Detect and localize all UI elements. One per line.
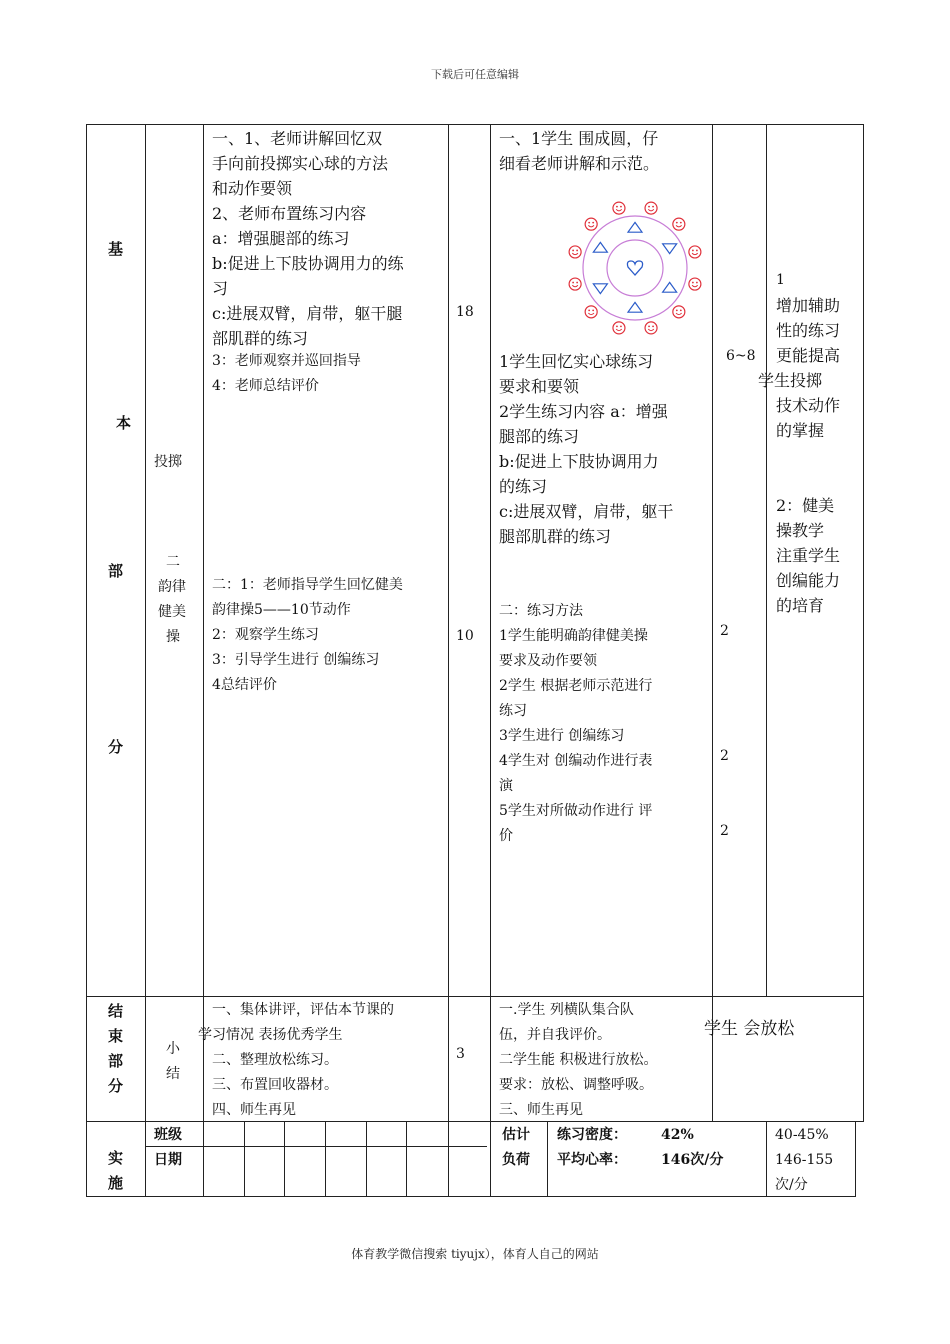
note-line: 2：健美 [776, 496, 835, 515]
inner-circle [607, 240, 663, 296]
note-line: 学生投掷 [758, 371, 823, 390]
teacher-line: 二：1：老师指导学生回忆健美 [212, 577, 403, 593]
student-face-icon [585, 218, 597, 230]
teacher-line: 2、老师布置练习内容 [212, 204, 367, 223]
section-main-char-3: 部 [108, 562, 124, 580]
note-line: 操教学 [776, 521, 825, 540]
triangle-marker-icon [593, 284, 607, 294]
teacher-line: 4总结评价 [212, 677, 277, 693]
teacher-line: a：增强腿部的练习 [212, 229, 350, 248]
density-label: 练习密度： [557, 1127, 627, 1143]
student-face-icon [645, 202, 657, 214]
teacher-line: c:进展双臂，肩带，躯干腿 [212, 304, 403, 323]
triangle-marker-icon [663, 282, 677, 292]
end-note: 学生 会放松 [704, 1019, 795, 1039]
time-c: 3 [456, 1046, 465, 1062]
page-footer: 体育教学微信搜索 tiyujx），体育人自己的网站 [351, 1247, 599, 1261]
teacher-line: b:促进上下肢协调用力的练 [212, 254, 404, 273]
student-end-line: 二学生能 积极进行放松。 [499, 1052, 658, 1068]
student-line: 价 [499, 828, 513, 844]
section-end-char-3: 部 [108, 1052, 124, 1070]
student-end-line: 一.学生 列横队集合队 [499, 1002, 634, 1018]
student-line: 4学生对 创编动作进行表 [499, 753, 653, 769]
reps-b1: 2 [720, 623, 729, 639]
triangle-marker-icon [628, 222, 642, 232]
teacher-line: 3：引导学生进行 创编练习 [212, 652, 380, 668]
target-heart-rate-2: 次/分 [775, 1177, 808, 1193]
student-line: 1学生回忆实心球练习 [499, 352, 654, 371]
student-line: 要求及动作要领 [499, 653, 597, 669]
page-header: 下载后可任意编辑 [431, 68, 519, 81]
teacher-line: 2：观察学生练习 [212, 627, 319, 643]
teacher-end-line: 四、师生再见 [212, 1102, 296, 1118]
time-a: 18 [456, 304, 474, 320]
triangle-marker-icon [593, 242, 607, 252]
student-line: 练习 [499, 703, 527, 719]
section-impl-char-1: 实 [108, 1149, 124, 1167]
section-end-char-2: 束 [108, 1027, 124, 1045]
content-gym-2: 韵律 [158, 579, 186, 595]
student-line: 2学生 根据老师示范进行 [499, 678, 653, 694]
teacher-line: 一、1、老师讲解回忆双 [212, 129, 383, 148]
student-line: 腿部肌群的练习 [499, 527, 612, 546]
load-label-1: 估计 [502, 1127, 530, 1143]
section-main-char-4: 分 [108, 738, 124, 756]
student-line: 一、1学生 围成圆，仔 [499, 129, 659, 148]
heart-icon [627, 261, 642, 275]
formation-diagram [560, 200, 710, 340]
content-gym-3: 健美 [158, 604, 186, 620]
teacher-end-line: 三、布置回收器材。 [212, 1077, 338, 1093]
student-line: 3学生进行 创编练习 [499, 728, 625, 744]
student-face-icon [689, 246, 701, 258]
note-line: 的掌握 [776, 421, 825, 440]
teacher-line: 韵律操5——10节动作 [212, 602, 351, 618]
date-label: 日期 [154, 1152, 182, 1168]
load-label-2: 负荷 [502, 1152, 530, 1168]
content-gym-4: 操 [166, 629, 180, 645]
student-line: c:进展双臂，肩带，躯干 [499, 502, 674, 521]
content-summary-2: 结 [166, 1066, 180, 1082]
section-end-char-1: 结 [108, 1002, 124, 1020]
note-line: 的培育 [776, 596, 825, 615]
section-main-char-1: 基 [108, 240, 124, 258]
teacher-line: 习 [212, 279, 229, 298]
teacher-line: 3：老师观察并巡回指导 [212, 353, 361, 369]
note-line: 注重学生 [776, 546, 841, 565]
teacher-line: 部肌群的练习 [212, 329, 309, 348]
time-b: 10 [456, 628, 474, 644]
student-face-icon [673, 218, 685, 230]
teacher-end-line: 学习情况 表扬优秀学生 [198, 1027, 343, 1043]
student-face-icon [569, 246, 581, 258]
note-line: 技术动作 [776, 396, 841, 415]
teacher-line: 4：老师总结评价 [212, 378, 319, 394]
heart-rate-value: 146次/分 [661, 1152, 724, 1168]
teacher-line: 手向前投掷实心球的方法 [212, 154, 389, 173]
section-impl-char-2: 施 [108, 1174, 124, 1192]
content-summary-1: 小 [166, 1041, 180, 1057]
note-line: 增加辅助 [776, 296, 841, 315]
student-line: 二：练习方法 [499, 603, 583, 619]
note-line: 更能提高 [776, 346, 841, 365]
student-face-icon [585, 306, 597, 318]
heart-rate-label: 平均心率： [557, 1152, 627, 1168]
class-label: 班级 [154, 1127, 182, 1143]
student-end-line: 要求：放松、调整呼吸。 [499, 1077, 653, 1093]
teacher-end-line: 一、集体讲评，评估本节课的 [212, 1002, 394, 1018]
reps-a: 6~8 [726, 348, 756, 364]
section-end-char-4: 分 [108, 1077, 124, 1095]
student-line: 1学生能明确韵律健美操 [499, 628, 648, 644]
note-line: 性的练习 [776, 321, 841, 340]
student-face-icon [569, 278, 581, 290]
teacher-end-line: 二、整理放松练习。 [212, 1052, 338, 1068]
student-line: 演 [499, 778, 513, 794]
student-line: 的练习 [499, 477, 548, 496]
student-line: 2学生练习内容 a：增强 [499, 402, 668, 421]
teacher-line: 和动作要领 [212, 179, 293, 198]
triangle-marker-icon [663, 244, 677, 254]
density-value: 42% [661, 1127, 694, 1143]
student-face-icon [613, 202, 625, 214]
student-line: 要求和要领 [499, 377, 580, 396]
target-heart-rate-1: 146-155 [775, 1152, 834, 1168]
student-end-line: 三、师生再见 [499, 1102, 583, 1118]
reps-b2: 2 [720, 748, 729, 764]
student-line: b:促进上下肢协调用力 [499, 452, 659, 471]
reps-b3: 2 [720, 823, 729, 839]
student-face-icon [645, 322, 657, 334]
section-main-char-2: 本 [116, 414, 132, 432]
content-gym-1: 二 [166, 554, 180, 570]
triangle-marker-icon [628, 302, 642, 312]
note-line: 1 [776, 272, 785, 288]
student-line: 细看老师讲解和示范。 [499, 154, 660, 173]
target-density: 40-45% [775, 1127, 829, 1143]
student-end-line: 伍，并自我评价。 [499, 1027, 611, 1043]
student-face-icon [613, 322, 625, 334]
student-face-icon [689, 278, 701, 290]
student-line: 5学生对所做动作进行 评 [499, 803, 653, 819]
note-line: 创编能力 [776, 571, 841, 590]
student-face-icon [673, 306, 685, 318]
content-throw: 投掷 [154, 454, 182, 470]
student-line: 腿部的练习 [499, 427, 580, 446]
